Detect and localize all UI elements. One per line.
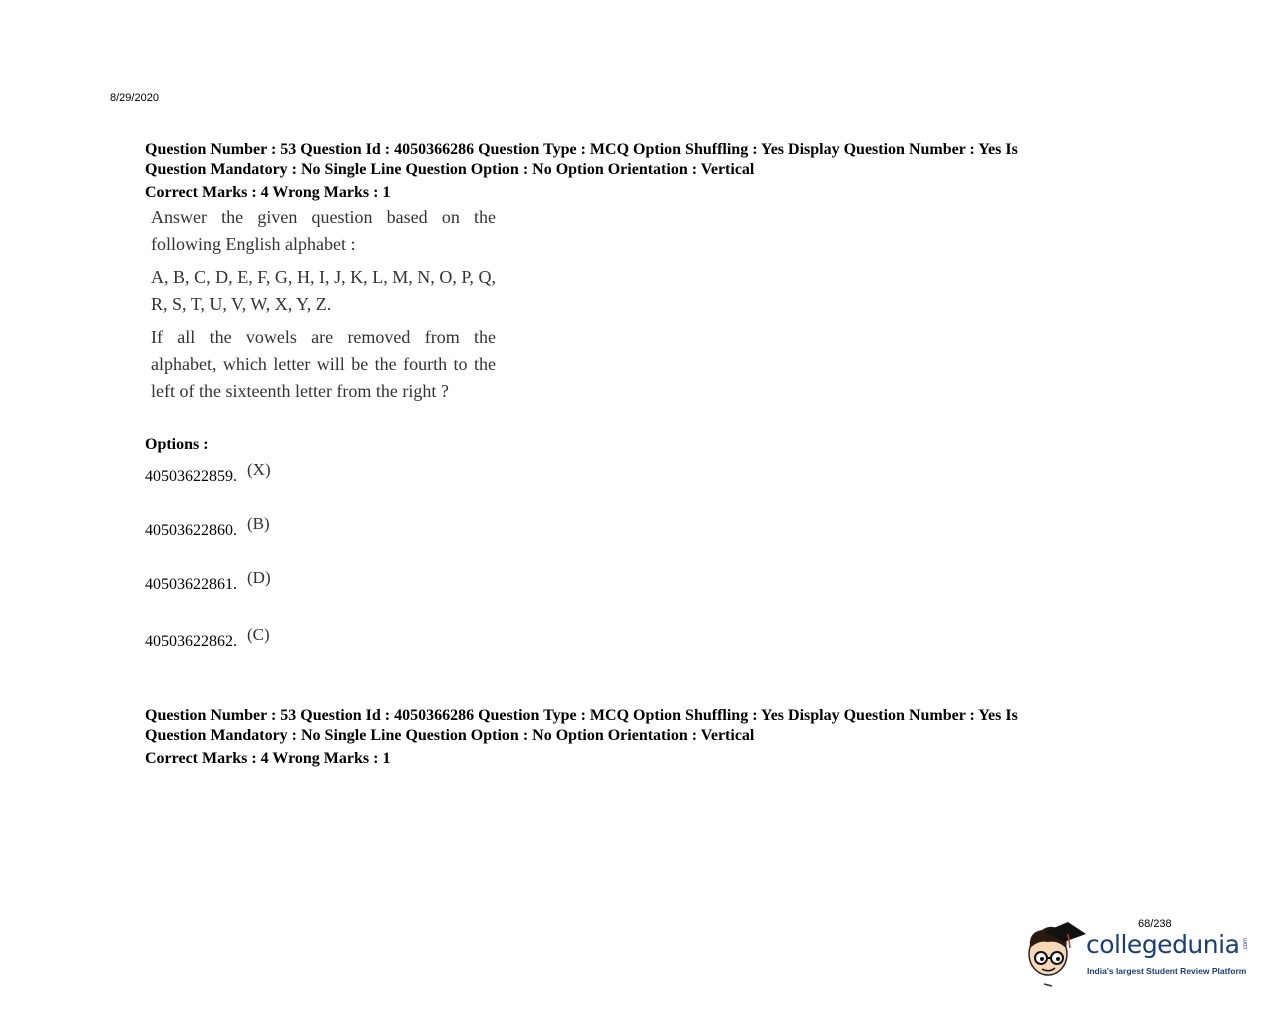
option-item [145, 568, 271, 594]
option-item [145, 514, 270, 540]
question-paragraph-2: A, B, C, D, E, F, G, H, I, J, K, L, M, N, O, P, Q, R, S, T, U, V, W, X, Y, Z. [151, 267, 496, 314]
question-header-repeat [145, 706, 1145, 769]
logo-wordmark: collegedunia [1086, 930, 1240, 959]
option-value: (X) [247, 460, 271, 479]
question-header [145, 140, 1145, 203]
option-id: 40503622862. [145, 633, 237, 650]
header-line-1: Question Number : 53 Question Id : 4050366286 Question Type : MCQ Option Shuffling : Yes Display Question Number : Yes Is [145, 707, 1018, 724]
option-item [145, 460, 271, 486]
logo-tagline: India's largest Student Review Platform [1087, 966, 1247, 976]
option-id: 40503622859. [145, 468, 237, 485]
option-item [145, 625, 270, 651]
question-paragraph-3: If all the vowels are removed from the alphabet, which letter will be the fourth to the left of the sixteenth letter from the right ? [151, 327, 496, 401]
question-paragraph-1: Answer the given question based on the following English alphabet : [151, 207, 496, 254]
option-id: 40503622860. [145, 522, 237, 539]
page-number: 68/238 [1138, 918, 1172, 930]
question-body [151, 204, 496, 411]
option-value: (D) [247, 568, 271, 587]
option-value: (C) [247, 625, 270, 644]
logo-suffix: .com [1243, 938, 1249, 952]
option-value: (B) [247, 514, 270, 533]
marks-line: Correct Marks : 4 Wrong Marks : 1 [145, 750, 391, 767]
header-line-1: Question Number : 53 Question Id : 4050366286 Question Type : MCQ Option Shuffling : Yes Display Question Number : Yes Is [145, 141, 1018, 158]
marks-line: Correct Marks : 4 Wrong Marks : 1 [145, 184, 391, 201]
option-id: 40503622861. [145, 576, 237, 593]
options-label: Options : [145, 436, 209, 453]
print-date: 8/29/2020 [110, 92, 159, 104]
header-line-2: Question Mandatory : No Single Line Question Option : No Option Orientation : Vertical [145, 727, 755, 744]
header-line-2: Question Mandatory : No Single Line Question Option : No Option Orientation : Vertical [145, 161, 755, 178]
